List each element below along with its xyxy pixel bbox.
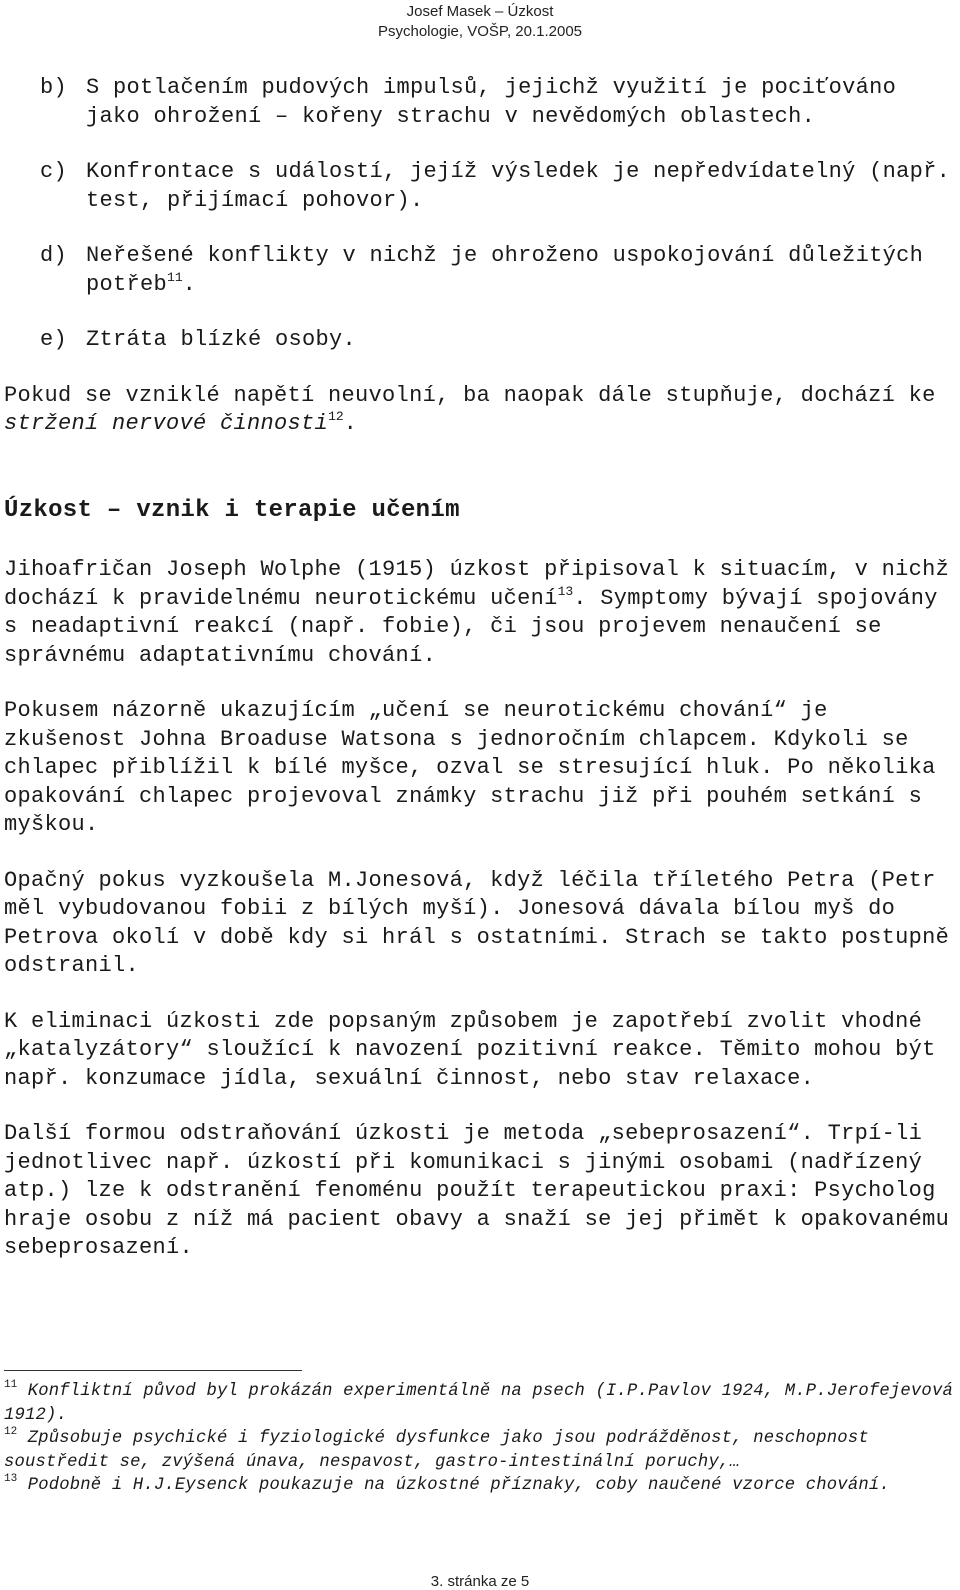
list-marker: d) bbox=[40, 243, 68, 268]
page-header bbox=[0, 2, 960, 42]
footnote-number: 12 bbox=[4, 1426, 18, 1438]
list-item-text: S potlačením pudových impulsů, jejichž využití je pociťováno jako ohrožení – kořeny strachu v nevědomých oblastech. bbox=[86, 75, 897, 129]
header-course-date: Psychologie, VOŠP, 20.1.2005 bbox=[377, 23, 583, 40]
paragraph-catalysts: K eliminaci úzkosti zde popsaným způsobem je zapotřebí zvolit vhodné „katalyzátory“ sloužící k navození pozitivní reakce. Těmito mohou být např. konzumace jídla, sexuální činnost, nebo stav relaxace. bbox=[4, 1008, 936, 1091]
footnote-11: $^{11}$ Konfliktní původ byl prokázán experimentálně na psech (I.P.Pavlov 1924, M.P.Jerofejevová 1912). bbox=[4, 1379, 953, 1425]
footnote-number: 13 bbox=[4, 1473, 18, 1485]
paragraph-assertion: Další formou odstraňování úzkosti je metoda „sebeprosazení“. Trpí-li jednotlivec např. úzkostí při komunikaci s jinými osobami (nadřízený atp.) lze k odstranění fenoménu použít terapeutickou praxi: Psycholog hraje osobu z níž má pacient obavy a snaží se jej přimět k opakovanému sebeprosazení. bbox=[4, 1121, 950, 1260]
list-marker: c) bbox=[40, 159, 68, 184]
list-item-text: Konfrontace s událostí, jejíž výsledek je nepředvídatelný (např. test, přijímací pohovor). bbox=[86, 159, 951, 213]
footnote-13: $^{13}$ Podobně i H.J.Eysenck poukazuje na úzkostné příznaky, coby naučené vzorce chování. bbox=[4, 1473, 890, 1495]
list-item-text: Ztráta blízké osoby. bbox=[86, 327, 357, 352]
list-item bbox=[40, 74, 954, 131]
footnote-12: $^{12}$ Způsobuje psychické i fyziologické dysfunkce jako jsou podrážděnost, neschopnost soustředit se, zvýšená únava, nespavost, gastro-intestinální poruchy,… bbox=[4, 1426, 869, 1472]
header-author-title: Josef Masek – Úzkost bbox=[406, 3, 554, 20]
emphasis-text: stržení nervové činnosti bbox=[4, 411, 329, 436]
paragraph-watson: Pokusem názorně ukazujícím „učení se neurotickému chování“ je zkušenost Johna Broaduse Watsona s jednoročním chlapcem. Kdykoli se chlapec přiblížil k bílé myšce, ozval se stresující hluk. Po několika opakování chlapec projevoval známky strachu již při pouhém setkání s myškou. bbox=[4, 698, 936, 837]
footnotes bbox=[4, 1380, 956, 1498]
list-item bbox=[40, 242, 954, 299]
footnote-ref-11[interactable]: 11 bbox=[167, 269, 183, 285]
list-item-text: Neřešené konflikty v nichž je ohroženo uspokojování důležitých potřeb$^{11}$. bbox=[86, 243, 924, 297]
footnote-ref-12[interactable]: 12 bbox=[328, 409, 344, 424]
footnote-ref-13[interactable]: 13 bbox=[557, 583, 574, 599]
footnote-divider bbox=[4, 1370, 302, 1371]
section-heading: Úzkost – vznik i terapie učením bbox=[4, 496, 460, 524]
list-marker: b) bbox=[40, 75, 68, 100]
paragraph-tension: Pokud se vzniklé napětí neuvolní, ba naopak dále stupňuje, dochází ke stržení nervové činnosti$^{12}$. bbox=[4, 382, 936, 436]
list-marker: e) bbox=[40, 327, 68, 352]
list-item bbox=[40, 158, 954, 215]
paragraph-jones: Opačný pokus vyzkoušela M.Jonesová, když léčila tříletého Petra (Petr měl vybudovanou fobii z bílých myší). Jonesová dávala bílou myš do Petrova okolí v době kdy si hrál s ostatními. Strach se takto postupně odstranil. bbox=[4, 867, 950, 978]
page-number: 3. stránka ze 5 bbox=[430, 1573, 530, 1590]
page-content bbox=[4, 74, 954, 1290]
paragraph-wolphe: Jihoafričan Joseph Wolphe (1915) úzkost připisoval k situacím, v nichž dochází k pravidelnému neurotickému učení$^{13}$. Symptomy bývají spojovány s neadaptivní reakcí (např. fobie), či jsou projevem nenaučení se správnému adaptativnímu chování. bbox=[4, 557, 950, 668]
footnote-number: 11 bbox=[4, 1379, 18, 1391]
list-item bbox=[40, 326, 954, 355]
